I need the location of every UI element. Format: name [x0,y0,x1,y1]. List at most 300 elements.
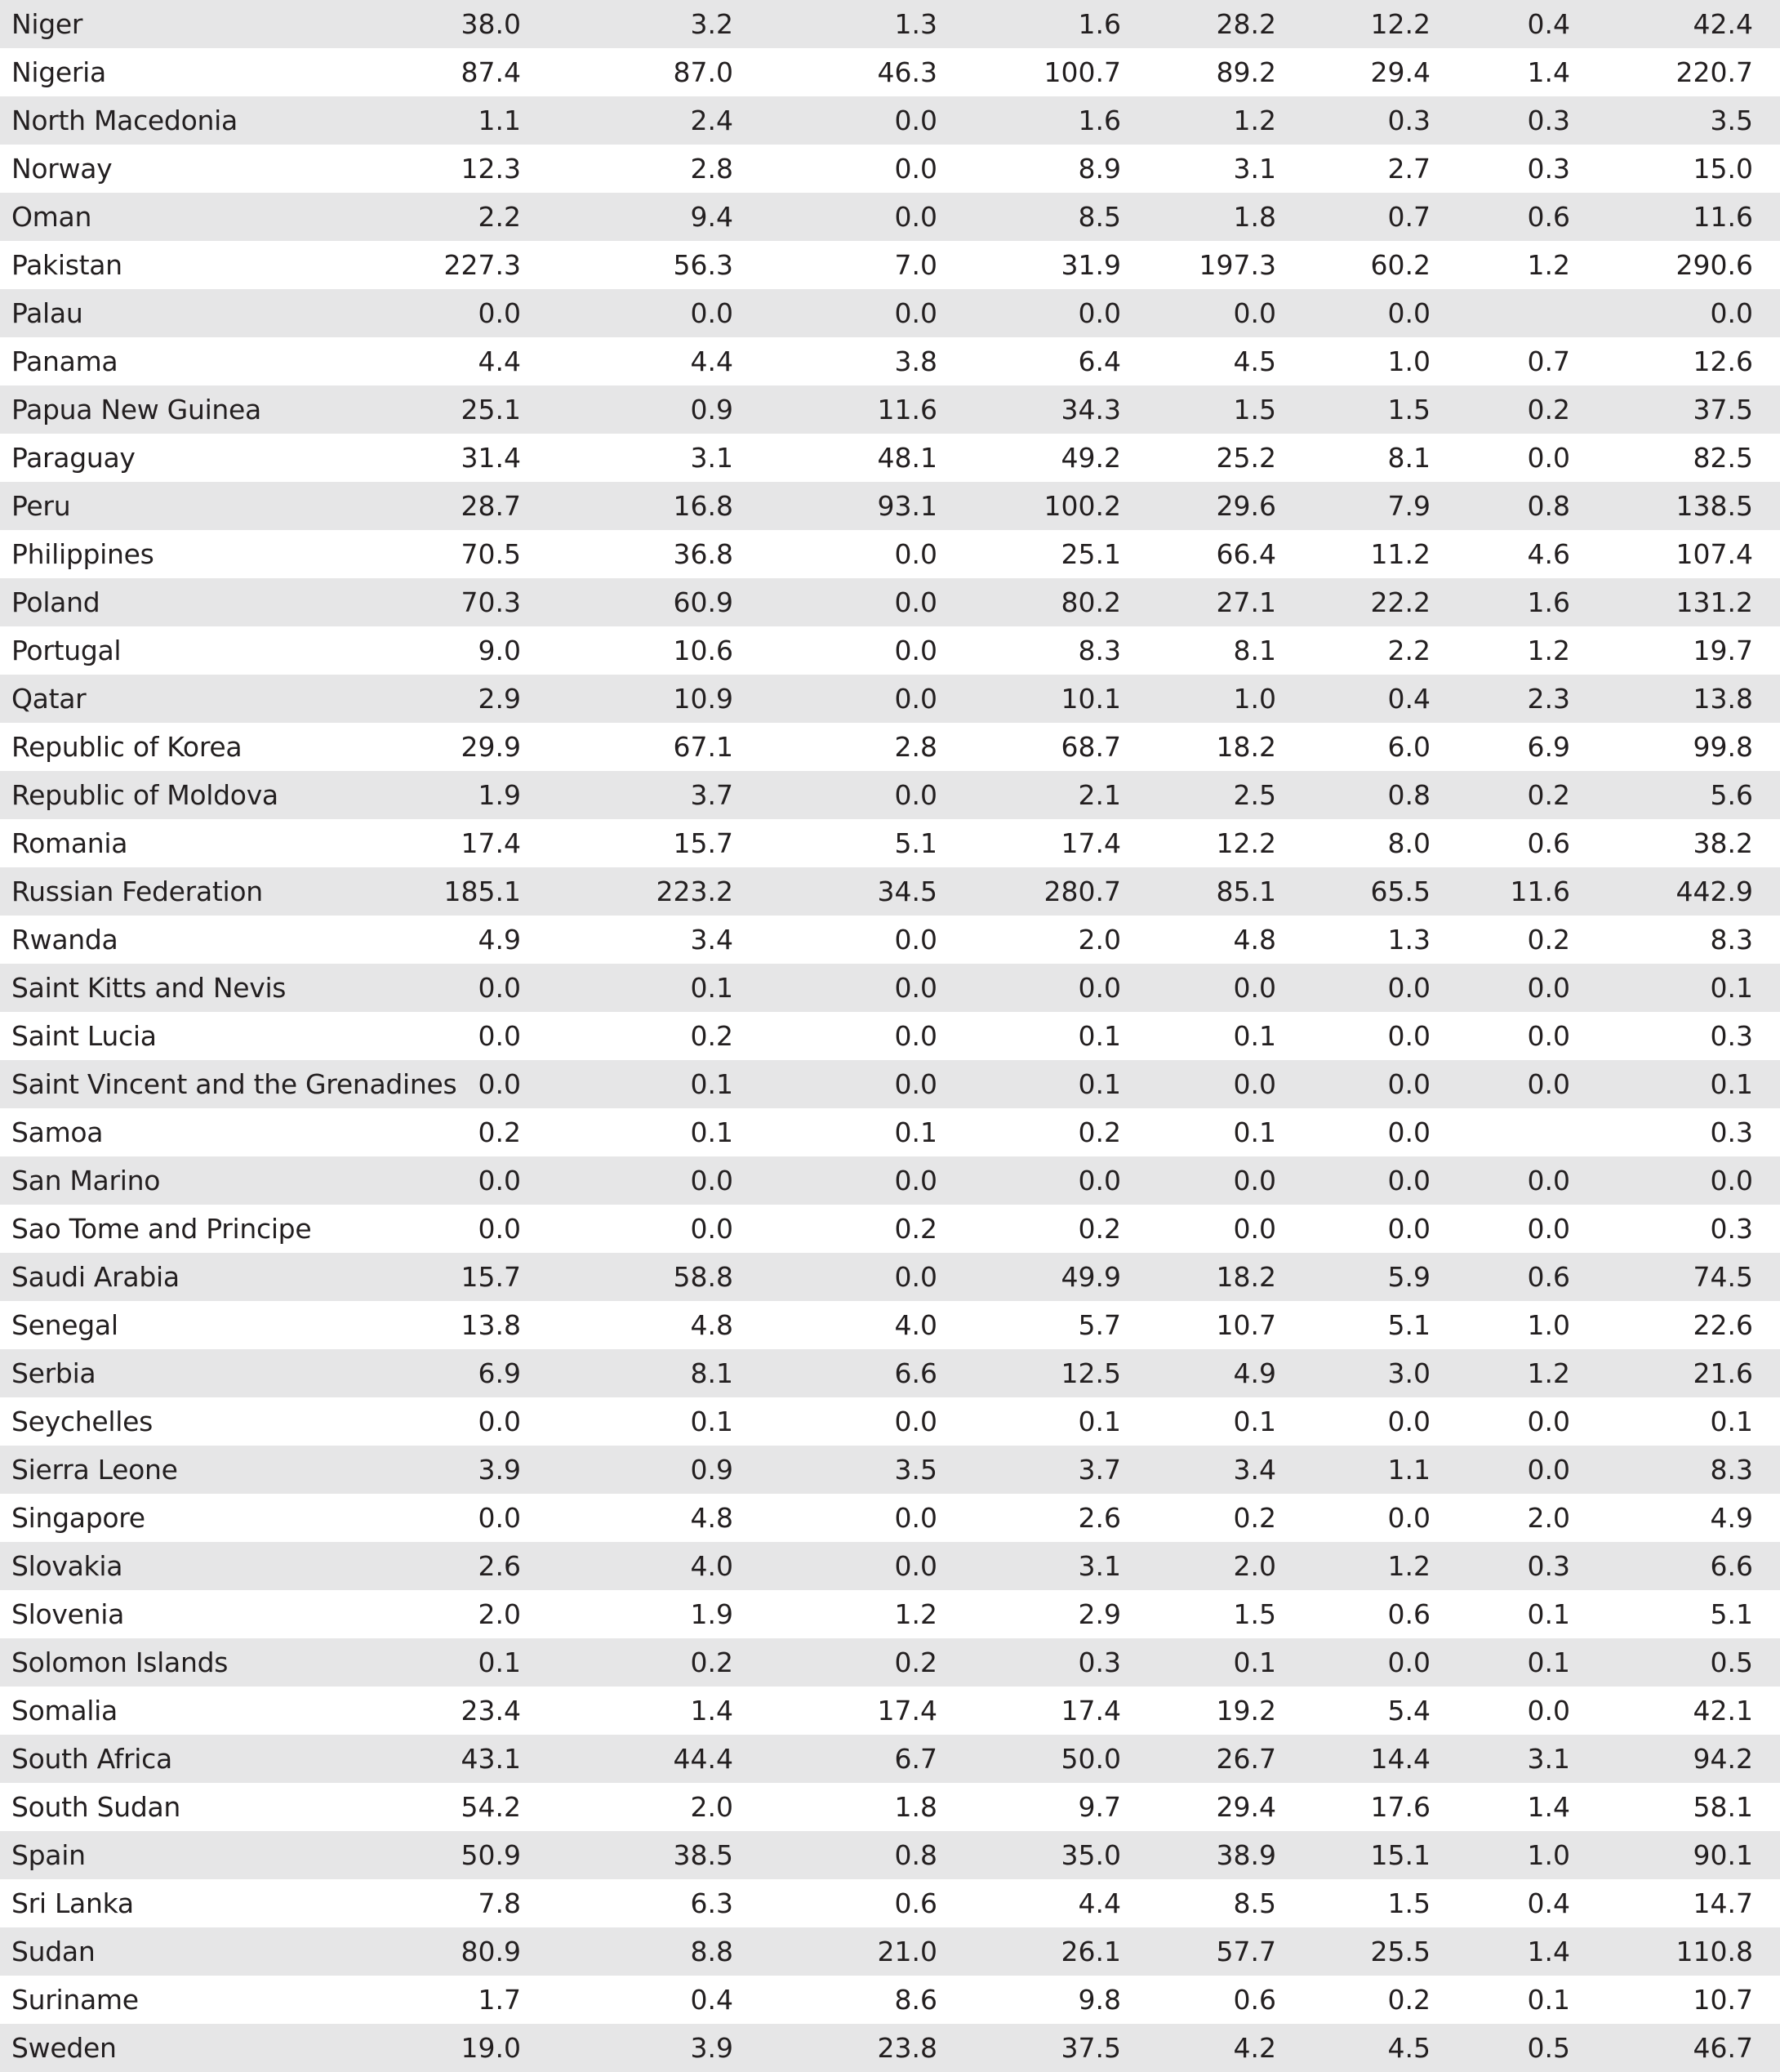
value-cell: 0.4 [1387,683,1431,715]
value-cell: 110.8 [1675,1936,1753,1967]
country-name-cell: Sao Tome and Principe [11,1213,312,1245]
value-cell: 10.1 [1061,683,1121,715]
table-row [0,964,1780,1012]
value-cell: 8.1 [690,1357,733,1389]
value-cell: 1.9 [478,779,521,811]
value-cell: 0.3 [1710,1116,1753,1148]
value-cell: 1.5 [1233,1598,1276,1630]
value-cell: 3.8 [894,345,937,377]
value-cell: 68.7 [1061,731,1121,763]
value-cell: 8.1 [1387,442,1431,474]
value-cell: 29.9 [461,731,521,763]
value-cell: 5.1 [1710,1598,1753,1630]
value-cell: 0.0 [894,972,937,1004]
value-cell: 42.1 [1693,1695,1753,1727]
value-cell: 7.8 [478,1887,521,1919]
value-cell: 25.1 [1061,538,1121,570]
value-cell: 11.6 [1693,201,1753,233]
table-row [0,916,1780,964]
value-cell: 227.3 [443,249,521,281]
value-cell: 15.7 [673,827,733,859]
value-cell: 0.0 [1527,1068,1570,1100]
value-cell: 9.7 [1078,1791,1121,1823]
value-cell: 21.0 [877,1936,937,1967]
country-name-cell: Sierra Leone [11,1454,178,1486]
value-cell: 38.2 [1693,827,1753,859]
value-cell: 0.1 [478,1646,521,1678]
value-cell: 0.0 [1233,972,1276,1004]
value-cell: 0.7 [1527,345,1570,377]
table-row [0,1927,1780,1976]
value-cell: 0.0 [1387,297,1431,329]
table-row [0,48,1780,96]
value-cell: 31.4 [461,442,521,474]
value-cell: 58.1 [1693,1791,1753,1823]
value-cell: 1.3 [1387,924,1431,956]
value-cell: 1.4 [690,1695,733,1727]
country-name-cell: Spain [11,1839,86,1871]
value-cell: 0.0 [1527,1165,1570,1196]
value-cell: 0.3 [1078,1646,1121,1678]
value-cell: 1.2 [1527,635,1570,666]
value-cell: 87.4 [461,56,521,88]
value-cell: 0.0 [1387,1116,1431,1148]
value-cell: 21.6 [1693,1357,1753,1389]
country-name-cell: Romania [11,827,128,859]
value-cell: 15.7 [461,1261,521,1293]
value-cell: 4.0 [894,1309,937,1341]
country-name-cell: Nigeria [11,56,106,88]
value-cell: 17.4 [1061,827,1121,859]
value-cell: 26.7 [1216,1743,1276,1775]
value-cell: 1.1 [478,105,521,136]
table-row [0,1349,1780,1397]
table-row [0,1783,1780,1831]
value-cell: 26.1 [1061,1936,1121,1967]
value-cell: 0.1 [1710,1068,1753,1100]
value-cell: 0.9 [690,394,733,426]
value-cell: 2.9 [1078,1598,1121,1630]
country-name-cell: Palau [11,297,83,329]
value-cell: 12.6 [1693,345,1753,377]
value-cell: 0.0 [894,105,937,136]
table-row [0,1687,1780,1735]
value-cell: 0.3 [1527,1550,1570,1582]
value-cell: 60.2 [1370,249,1431,281]
value-cell: 0.0 [1078,297,1121,329]
country-name-cell: Suriname [11,1984,139,2016]
table-row [0,530,1780,578]
value-cell: 0.5 [1710,1646,1753,1678]
value-cell: 4.8 [690,1502,733,1534]
table-row [0,867,1780,916]
value-cell: 0.0 [1527,442,1570,474]
country-name-cell: Sweden [11,2032,117,2064]
value-cell: 3.1 [690,442,733,474]
value-cell: 85.1 [1216,876,1276,907]
value-cell: 9.4 [690,201,733,233]
value-cell: 0.1 [690,972,733,1004]
value-cell: 1.4 [1527,1936,1570,1967]
value-cell: 50.9 [461,1839,521,1871]
country-name-cell: Samoa [11,1116,104,1148]
value-cell: 0.2 [1233,1502,1276,1534]
value-cell: 70.3 [461,586,521,618]
value-cell: 93.1 [877,490,937,522]
value-cell: 57.7 [1216,1936,1276,1967]
value-cell: 1.6 [1527,586,1570,618]
value-cell: 38.9 [1216,1839,1276,1871]
value-cell: 2.0 [1527,1502,1570,1534]
value-cell: 0.0 [1387,1213,1431,1245]
value-cell: 1.0 [1233,683,1276,715]
value-cell: 0.1 [1527,1984,1570,2016]
value-cell: 0.6 [1233,1984,1276,2016]
value-cell: 0.0 [894,297,937,329]
value-cell: 5.9 [1387,1261,1431,1293]
value-cell: 0.0 [1387,1502,1431,1534]
value-cell: 3.0 [1387,1357,1431,1389]
value-cell: 19.0 [461,2032,521,2064]
value-cell: 0.0 [1233,1068,1276,1100]
value-cell: 19.7 [1693,635,1753,666]
value-cell: 0.2 [1078,1213,1121,1245]
value-cell: 8.9 [1078,153,1121,185]
value-cell: 0.0 [478,1068,521,1100]
value-cell: 3.1 [1233,153,1276,185]
value-cell [1434,1108,1588,1156]
value-cell: 0.0 [1233,1213,1276,1245]
value-cell: 37.5 [1061,2032,1121,2064]
value-cell: 23.8 [877,2032,937,2064]
value-cell: 42.4 [1693,8,1753,40]
value-cell: 0.6 [1387,1598,1431,1630]
value-cell: 290.6 [1675,249,1753,281]
value-cell: 29.4 [1216,1791,1276,1823]
value-cell: 12.3 [461,153,521,185]
value-cell: 6.6 [1710,1550,1753,1582]
country-name-cell: Slovakia [11,1550,123,1582]
value-cell: 19.2 [1216,1695,1276,1727]
country-name-cell: Solomon Islands [11,1646,229,1678]
value-cell: 0.0 [1233,1165,1276,1196]
value-cell: 1.2 [894,1598,937,1630]
value-cell: 17.4 [1061,1695,1121,1727]
value-cell: 0.6 [1527,1261,1570,1293]
value-cell: 0.0 [1387,1020,1431,1052]
value-cell: 89.2 [1216,56,1276,88]
value-cell: 0.8 [1527,490,1570,522]
value-cell: 50.0 [1061,1743,1121,1775]
value-cell: 0.0 [1527,1213,1570,1245]
value-cell: 0.1 [1527,1646,1570,1678]
value-cell: 4.5 [1233,345,1276,377]
value-cell: 8.3 [1710,1454,1753,1486]
value-cell: 0.0 [894,153,937,185]
value-cell: 0.0 [1387,1406,1431,1437]
value-cell: 1.4 [1527,56,1570,88]
value-cell: 0.0 [1527,1020,1570,1052]
value-cell: 66.4 [1216,538,1276,570]
value-cell: 0.0 [478,1502,521,1534]
value-cell: 25.2 [1216,442,1276,474]
value-cell: 18.2 [1216,1261,1276,1293]
value-cell: 3.7 [690,779,733,811]
table-row [0,1542,1780,1590]
value-cell: 0.0 [894,1502,937,1534]
table-row [0,1060,1780,1108]
country-name-cell: Qatar [11,683,87,715]
country-name-cell: Saint Vincent and the Grenadines [11,1068,457,1100]
value-cell: 4.8 [1233,924,1276,956]
value-cell: 0.0 [1233,297,1276,329]
value-cell: 3.5 [894,1454,937,1486]
value-cell: 0.3 [1710,1213,1753,1245]
value-cell: 0.0 [1527,1695,1570,1727]
value-cell: 0.7 [1387,201,1431,233]
country-name-cell: Poland [11,586,100,618]
value-cell: 2.8 [690,153,733,185]
table-row [0,241,1780,289]
value-cell: 10.9 [673,683,733,715]
value-cell: 8.5 [1078,201,1121,233]
value-cell: 7.9 [1387,490,1431,522]
value-cell: 31.9 [1061,249,1121,281]
value-cell: 8.5 [1233,1887,1276,1919]
value-cell: 3.4 [1233,1454,1276,1486]
value-cell: 74.5 [1693,1261,1753,1293]
value-cell: 0.3 [1710,1020,1753,1052]
value-cell: 13.8 [1693,683,1753,715]
value-cell: 2.2 [478,201,521,233]
country-name-cell: Niger [11,8,83,40]
value-cell: 29.4 [1370,56,1431,88]
value-cell: 2.8 [894,731,937,763]
value-cell: 0.0 [894,1020,937,1052]
value-cell: 60.9 [673,586,733,618]
country-name-cell: South Sudan [11,1791,181,1823]
value-cell: 13.8 [461,1309,521,1341]
country-name-cell: Saudi Arabia [11,1261,180,1293]
table-row [0,434,1780,482]
value-cell: 99.8 [1693,731,1753,763]
value-cell: 70.5 [461,538,521,570]
value-cell: 0.6 [1527,827,1570,859]
value-cell: 49.2 [1061,442,1121,474]
value-cell: 0.0 [1527,1406,1570,1437]
value-cell: 1.5 [1387,1887,1431,1919]
value-cell: 0.0 [1527,972,1570,1004]
value-cell: 0.0 [894,924,937,956]
value-cell: 0.0 [1710,297,1753,329]
value-cell: 23.4 [461,1695,521,1727]
value-cell: 1.2 [1387,1550,1431,1582]
value-cell: 442.9 [1675,876,1753,907]
value-cell: 29.6 [1216,490,1276,522]
country-name-cell: Panama [11,345,118,377]
value-cell: 3.4 [690,924,733,956]
country-name-cell: Norway [11,153,113,185]
table-row [0,1590,1780,1638]
value-cell: 25.5 [1370,1936,1431,1967]
table-row [0,193,1780,241]
value-cell: 25.1 [461,394,521,426]
table-row [0,1205,1780,1253]
country-name-cell: Papua New Guinea [11,394,261,426]
value-cell: 0.1 [690,1068,733,1100]
value-cell: 1.1 [1387,1454,1431,1486]
table-row [0,1108,1780,1156]
value-cell: 0.0 [478,1213,521,1245]
value-cell: 6.4 [1078,345,1121,377]
value-cell: 0.1 [690,1116,733,1148]
table-row [0,2024,1780,2072]
value-cell: 2.1 [1078,779,1121,811]
value-cell: 8.3 [1078,635,1121,666]
value-cell: 0.4 [690,1984,733,2016]
table-row [0,626,1780,675]
value-cell: 6.3 [690,1887,733,1919]
value-cell: 10.7 [1216,1309,1276,1341]
value-cell: 0.2 [894,1213,937,1245]
table-row [0,1301,1780,1349]
value-cell: 5.6 [1710,779,1753,811]
table-row [0,819,1780,867]
value-cell: 0.8 [1387,779,1431,811]
country-name-cell: Sri Lanka [11,1887,134,1919]
value-cell: 3.1 [1527,1743,1570,1775]
country-name-cell: Seychelles [11,1406,153,1437]
value-cell: 4.6 [1527,538,1570,570]
value-cell: 0.0 [1078,1165,1121,1196]
value-cell: 0.1 [1233,1646,1276,1678]
value-cell: 138.5 [1675,490,1753,522]
value-cell: 0.2 [1078,1116,1121,1148]
table-row [0,1253,1780,1301]
value-cell: 0.0 [1710,1165,1753,1196]
value-cell: 0.1 [1078,1020,1121,1052]
value-cell: 0.2 [690,1020,733,1052]
value-cell: 1.6 [1078,8,1121,40]
country-name-cell: Paraguay [11,442,136,474]
value-cell: 2.3 [1527,683,1570,715]
country-name-cell: Saint Lucia [11,1020,157,1052]
table-row [0,1638,1780,1687]
value-cell: 100.7 [1044,56,1121,88]
value-cell: 0.1 [690,1406,733,1437]
value-cell: 2.9 [478,683,521,715]
value-cell: 0.0 [894,1068,937,1100]
value-cell: 0.0 [478,972,521,1004]
country-name-cell: South Africa [11,1743,172,1775]
value-cell: 0.0 [478,1406,521,1437]
table-row [0,1976,1780,2024]
value-cell: 0.0 [1387,1068,1431,1100]
value-cell: 0.1 [1078,1068,1121,1100]
value-cell: 2.0 [478,1598,521,1630]
value-cell: 4.0 [690,1550,733,1582]
country-name-cell: Portugal [11,635,122,666]
value-cell: 0.0 [894,1261,937,1293]
value-cell: 54.2 [461,1791,521,1823]
value-cell: 1.7 [478,1984,521,2016]
value-cell: 4.4 [690,345,733,377]
table-row [0,1156,1780,1205]
value-cell: 1.5 [1387,394,1431,426]
value-cell: 8.8 [690,1936,733,1967]
value-cell: 4.9 [1233,1357,1276,1389]
value-cell: 67.1 [673,731,733,763]
country-name-cell: Oman [11,201,92,233]
table-row [0,1397,1780,1446]
table-row [0,1879,1780,1927]
value-cell: 0.0 [1387,1165,1431,1196]
value-cell: 6.6 [894,1357,937,1389]
value-cell: 0.0 [690,297,733,329]
value-cell: 8.1 [1233,635,1276,666]
value-cell: 220.7 [1675,56,1753,88]
value-cell: 0.1 [1233,1116,1276,1148]
value-cell: 2.0 [690,1791,733,1823]
value-cell: 0.0 [478,297,521,329]
value-cell: 0.1 [1710,1406,1753,1437]
country-name-cell: Singapore [11,1502,145,1534]
value-cell: 0.0 [894,1406,937,1437]
value-cell: 0.5 [1527,2032,1570,2064]
value-cell: 0.0 [1078,972,1121,1004]
value-cell: 9.0 [478,635,521,666]
value-cell: 22.6 [1693,1309,1753,1341]
value-cell: 6.7 [894,1743,937,1775]
table-row [0,337,1780,385]
value-cell: 15.0 [1693,153,1753,185]
value-cell: 2.5 [1233,779,1276,811]
value-cell: 0.2 [1527,394,1570,426]
value-cell: 4.5 [1387,2032,1431,2064]
value-cell: 0.2 [1527,779,1570,811]
value-cell: 27.1 [1216,586,1276,618]
value-cell: 0.0 [1527,1454,1570,1486]
value-cell: 0.8 [894,1839,937,1871]
value-cell: 107.4 [1675,538,1753,570]
value-cell: 0.6 [894,1887,937,1919]
value-cell: 8.3 [1710,924,1753,956]
value-cell: 3.1 [1078,1550,1121,1582]
value-cell: 280.7 [1044,876,1121,907]
value-cell: 0.0 [690,1213,733,1245]
value-cell: 185.1 [443,876,521,907]
value-cell: 3.5 [1710,105,1753,136]
value-cell: 56.3 [673,249,733,281]
value-cell: 0.0 [894,779,937,811]
value-cell: 0.0 [894,201,937,233]
country-name-cell: Serbia [11,1357,96,1389]
value-cell: 46.3 [877,56,937,88]
value-cell: 17.6 [1370,1791,1431,1823]
value-cell: 2.7 [1387,153,1431,185]
value-cell: 46.7 [1693,2032,1753,2064]
value-cell: 0.0 [894,538,937,570]
value-cell: 34.5 [877,876,937,907]
value-cell: 3.7 [1078,1454,1121,1486]
value-cell: 0.1 [894,1116,937,1148]
value-cell: 11.6 [1510,876,1570,907]
value-cell: 48.1 [877,442,937,474]
table-row [0,482,1780,530]
value-cell: 37.5 [1693,394,1753,426]
value-cell: 49.9 [1061,1261,1121,1293]
table-row [0,289,1780,337]
